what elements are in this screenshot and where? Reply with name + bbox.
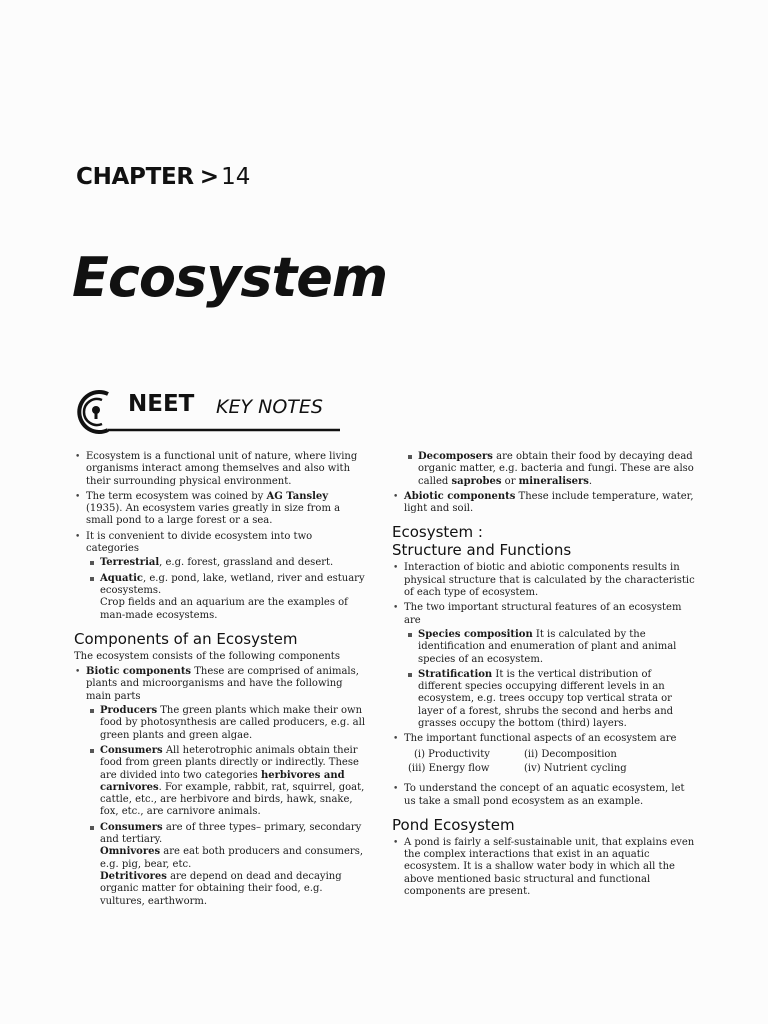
sub-list-item: Consumers are of three types– primary, secondary and tertiary. Omnivores are eat both producers and consumers, e.g. pig, bear, etc. Detritivores are depend on dead and decaying organic matter for obtaining their food, e.g. vultures, earthworm. (86, 822, 366, 908)
section-heading: Components of an Ecosystem (74, 629, 298, 648)
list-item: • Biotic components These are comprised of animals, plants and microorganisms and have the following main parts Producers The green plants which make their own food by photosynthesis are called producers, e.g. all green plants and green algae. Consumers All heterotrophic animals obtain their food from green plants directly or indirectly. These are divided into two categories herbivores and carnivores. For example, rabbit, rat, squirrel, goat, cattle, etc., are herbivore and birds, hawk, snake, fox, etc., are carnivore animals. Consumers are of three types– primary, secondary and tertiary. Omnivores are eat both producers and consumers, e.g. pig, bear, etc. Detritivores are depend on dead and decaying organic matter for obtaining their food, e.g. vultures, earthworm. (74, 666, 366, 908)
page-title: Ecosystem (72, 246, 388, 309)
functional-aspects-list (408, 748, 698, 776)
section-heading: Pond Ecosystem (392, 815, 515, 834)
function-item: (ii) Decomposition (524, 748, 617, 760)
right-column (392, 451, 698, 901)
list-item: • The term ecosystem was coined by AG Tansley (1935). An ecosystem varies greatly in size from a small pond to a large forest or a sea. (74, 491, 366, 528)
list-item: • Abiotic components These include temperature, water, light and soil. (392, 491, 698, 516)
section-heading: Ecosystem : Structure and Functions (392, 523, 572, 560)
list-item: • The two important structural features of an ecosystem are Species composition It is calculated by the identification and enumeration of plant and animal species of an ecosystem. Stratification It is the vertical distribution of different species occupying different levels in an ecosystem, e.g. trees occupy top vertical strata or layer of a forest, shrubs the second and herbs and grasses occupy the bottom (third) layers. (392, 602, 698, 730)
function-item: (iii) Energy flow (408, 762, 490, 774)
function-item: (iv) Nutrient cycling (524, 762, 627, 774)
chevron-right-icon: > (199, 164, 220, 190)
list-item: • A pond is fairly a self-sustainable unit, that explains even the complex interactions that exist in an aquatic ecosystem. It is a shallow water body in which all the above mentioned basic structural and functional components are present. (392, 837, 698, 898)
chapter-number: 14 (221, 164, 251, 190)
left-column (74, 451, 366, 911)
omnivores-note: Omnivores are eat both producers and consumers, e.g. pig, bear, etc. (100, 846, 364, 870)
section-intro: The ecosystem consists of the following components (74, 650, 340, 662)
neet-label: NEET (128, 391, 195, 417)
sub-list-item: Stratification It is the vertical distribution of different species occupying different levels in an ecosystem, e.g. trees occupy top vertical strata or layer of a forest, shrubs the second and herbs and grasses occupy the bottom (third) layers. (404, 669, 698, 730)
neet-key-notes-banner (74, 387, 364, 437)
sub-list-item: Terrestrial, e.g. forest, grassland and desert. (86, 557, 366, 569)
sub-list-item: Producers The green plants which make their own food by photosynthesis are called producers, e.g. all green plants and green algae. (86, 705, 366, 742)
aquatic-note: Crop fields and an aquarium are the examples of man-made ecosystems. (100, 597, 348, 621)
sub-list-item: Species composition It is calculated by the identification and enumeration of plant and animal species of an ecosystem. (404, 629, 698, 666)
detritivores-note: Detritivores are depend on dead and decaying organic matter for obtaining their food, e.g. vultures, earthworm. (100, 870, 342, 907)
sub-list-item: Decomposers are obtain their food by decaying dead organic matter, e.g. bacteria and fungi. These are also called saprobes or mineralisers. (404, 451, 698, 488)
list-item: • The important functional aspects of an ecosystem are (i) Productivity (ii) Decomposition (iii) Energy flow (iv) Nutrient cycling (392, 733, 698, 775)
list-item: • It is convenient to divide ecosystem into two categories Terrestrial, e.g. forest, grassland and desert. Aquatic, e.g. pond, lake, wetland, river and estuary ecosystems. Crop fields and an aquarium are the examples of man-made ecosystems. (74, 531, 366, 622)
sub-list-item: Consumers All heterotrophic animals obtain their food from green plants directly or indirectly. These are divided into two categories herbivores and carnivores. For example, rabbit, rat, squirrel, goat, cattle, etc., are herbivore and birds, hawk, snake, fox, etc., are carnivore animals. (86, 745, 366, 819)
list-item: • To understand the concept of an aquatic ecosystem, let us take a small pond ecosystem as an example. (392, 783, 698, 808)
chapter-label (76, 164, 250, 190)
list-item: • Interaction of biotic and abiotic components results in physical structure that is calculated by the characteristic of each type of ecosystem. (392, 562, 698, 599)
sub-list-item: Aquatic, e.g. pond, lake, wetland, river and estuary ecosystems. Crop fields and an aquarium are the examples of man-made ecosystems. (86, 573, 366, 622)
chapter-word: CHAPTER (76, 164, 194, 190)
list-item: • Ecosystem is a functional unit of nature, where living organisms interact among themselves and also with their surrounding physical environment. (74, 451, 366, 488)
key-notes-label: KEY NOTES (216, 396, 323, 418)
function-item: (i) Productivity (414, 748, 490, 760)
